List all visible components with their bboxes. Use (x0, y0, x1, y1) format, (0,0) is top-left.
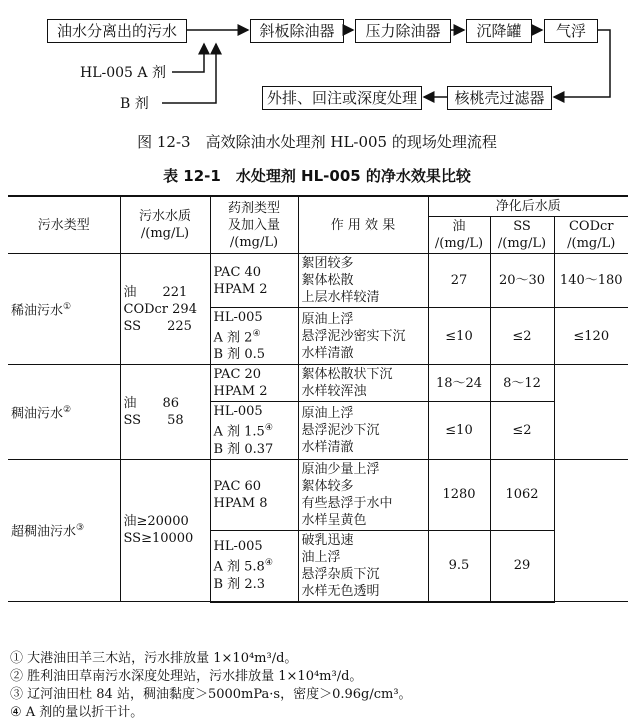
agent-cell: HL-005 A 剂 5.8④ B 剂 2.3 (210, 530, 298, 602)
agent-cell: PAC 40 HPAM 2 (210, 254, 298, 308)
effect-cell: 絮体松散状下沉 水样较浑浊 (298, 365, 428, 402)
cod-cell: 140～180 (554, 254, 628, 308)
arrow-agent-a (172, 44, 204, 72)
header-quality: 污水水质 /(mg/L) (120, 196, 210, 254)
agent-cell: PAC 60 HPAM 8 (210, 459, 298, 530)
flow-box-settling-tank: 沉降罐 (466, 19, 532, 43)
group-type: 稀油污水① (8, 254, 120, 365)
header-agent: 药剂类型 及加入量 /(mg/L) (210, 196, 298, 254)
group-quality: 油 86 SS 58 (120, 365, 210, 459)
figure-caption: 图 12-3 高效除油水处理剂 HL-005 的现场处理流程 (137, 133, 497, 151)
footnote: ② 胜利油田草南污水深度处理站，污水排放量 1×10⁴m³/d。 (10, 669, 363, 684)
flow-box-air-flotation: 气浮 (544, 19, 598, 43)
header-ss: SS /(mg/L) (490, 217, 554, 254)
ss-cell: ≤2 (490, 402, 554, 459)
ss-cell: ≤2 (490, 308, 554, 365)
ss-cell: 1062 (490, 459, 554, 530)
group-type: 超稠油污水③ (8, 459, 120, 602)
comparison-table (8, 195, 628, 603)
effect-cell: 絮团较多 絮体松散 上层水样较清 (298, 254, 428, 308)
flow-box-walnut-filter: 核桃壳过滤器 (447, 86, 552, 110)
footnotes (10, 650, 412, 722)
flow-box-source: 油水分离出的污水 (47, 19, 187, 43)
ss-cell: 8～12 (490, 365, 554, 402)
effect-cell: 原油上浮 悬浮泥沙下沉 水样清澈 (298, 402, 428, 459)
flow-box-discharge: 外排、回注或深度处理 (262, 86, 422, 110)
agent-cell: PAC 20 HPAM 2 (210, 365, 298, 402)
cod-cell (554, 459, 628, 602)
header-effect: 作 用 效 果 (298, 196, 428, 254)
group-quality: 油≥20000 SS≥10000 (120, 459, 210, 602)
cod-cell: ≤120 (554, 308, 628, 365)
table-row (8, 459, 628, 530)
group-quality: 油 221 CODcr 294 SS 225 (120, 254, 210, 365)
agent-cell: HL-005 A 剂 2④ B 剂 0.5 (210, 308, 298, 365)
table-row (8, 254, 628, 308)
effect-cell: 破乳迅速 油上浮 悬浮杂质下沉 水样无色透明 (298, 530, 428, 602)
footnote: ④ A 剂的量以折干计。 (10, 705, 144, 720)
oil-cell: 18～24 (428, 365, 490, 402)
table-row (8, 365, 628, 402)
flow-box-pressure-separator: 压力除油器 (355, 19, 451, 43)
oil-cell: ≤10 (428, 402, 490, 459)
group-type: 稠油污水② (8, 365, 120, 459)
header-oil: 油 /(mg/L) (428, 217, 490, 254)
arrow-agent-b (162, 44, 216, 103)
oil-cell: 1280 (428, 459, 490, 530)
ss-cell: 29 (490, 530, 554, 602)
oil-cell: 9.5 (428, 530, 490, 602)
ss-cell: 20～30 (490, 254, 554, 308)
flow-box-inclined-plate-separator: 斜板除油器 (250, 19, 344, 43)
flow-arrows (0, 0, 634, 125)
oil-cell: 27 (428, 254, 490, 308)
header-after: 净化后水质 (428, 196, 628, 217)
oil-cell: ≤10 (428, 308, 490, 365)
arrow-flotation-to-walnut (554, 30, 610, 97)
footnote: ③ 辽河油田杜 84 站，稠油黏度＞5000mPa·s，密度＞0.96g/cm³。 (10, 687, 412, 702)
effect-cell: 原油少量上浮 絮体较多 有些悬浮于水中 水样呈黄色 (298, 459, 428, 530)
footnote: ① 大港油田羊三木站，污水排放量 1×10⁴m³/d。 (10, 651, 298, 666)
cod-cell (554, 365, 628, 459)
table-title: 表 12-1 水处理剂 HL-005 的净水效果比较 (163, 167, 471, 185)
agent-a-label: HL-005 A 剂 (80, 65, 166, 81)
header-type: 污水类型 (8, 196, 120, 254)
effect-cell: 原油上浮 悬浮泥沙密实下沉 水样清澈 (298, 308, 428, 365)
header-row-1 (8, 196, 628, 217)
agent-cell: HL-005 A 剂 1.5④ B 剂 0.37 (210, 402, 298, 459)
header-cod: CODcr /(mg/L) (554, 217, 628, 254)
agent-b-label: B 剂 (120, 96, 149, 112)
